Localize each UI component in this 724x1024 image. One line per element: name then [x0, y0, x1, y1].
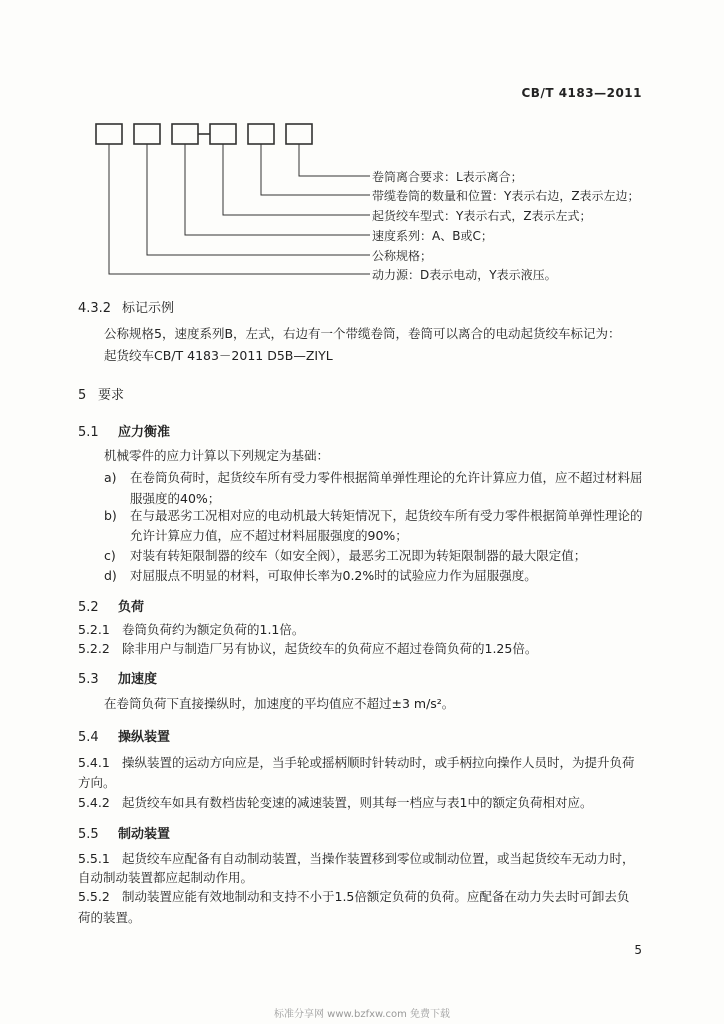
leader-line-2	[261, 144, 370, 195]
heading-5-3: 5.3 加速度	[78, 672, 158, 687]
code-box-4	[210, 124, 236, 144]
diagram-label-power-source: 动力源：D表示电动，Y表示液压。	[372, 268, 557, 282]
heading-5: 5 要求	[78, 388, 125, 403]
code-box-6	[286, 124, 312, 144]
stress-item-c: c) 对装有转矩限制器的绞车（如安全阀），最恶劣工况即为转矩限制器的最大限定值；	[104, 548, 587, 563]
marking-diagram	[0, 0, 724, 290]
clause-5-5-2-cont: 荷的装置。	[78, 910, 141, 925]
diagram-label-clutch: 卷筒离合要求：L表示离合；	[372, 170, 523, 184]
clause-5-5-2: 5.5.2 制动装置应能有效地制动和支持不小于1.5倍额定负荷的负荷。应配备在动力失去时可卸去负	[78, 889, 630, 904]
acceleration-text: 在卷筒负荷下直接操纵时，加速度的平均值应不超过±3 m/s²。	[104, 696, 455, 711]
code-box-1	[96, 124, 122, 144]
leader-line-1	[299, 144, 370, 176]
marking-example-line1: 公称规格5，速度系列B，左式，右边有一个带缆卷筒，卷筒可以离合的电动起货绞车标记为：	[104, 326, 621, 341]
heading-5-4: 5.4 操纵装置	[78, 730, 171, 745]
stress-item-a-cont: 服强度的40%；	[130, 491, 221, 506]
clause-5-5-1-cont: 自动制动装置都应起制动作用。	[78, 870, 254, 885]
code-box-5	[248, 124, 274, 144]
stress-item-b-cont: 允许计算应力值，应不超过材料屈服强度的90%；	[130, 528, 408, 543]
diagram-label-winch-type: 起货绞车型式：Y表示右式，Z表示左式；	[372, 209, 592, 223]
leader-line-3	[223, 144, 370, 215]
watermark-footer: 标准分享网 www.bzfxw.com 免费下载	[274, 1009, 450, 1020]
heading-5-5: 5.5 制动装置	[78, 827, 171, 842]
page-number: 5	[634, 943, 642, 957]
clause-5-4-1: 5.4.1 操纵装置的运动方向应是，当手轮或摇柄顺时针转动时，或手柄拉向操作人员时，为提升负荷	[78, 755, 635, 770]
diagram-label-speed-series: 速度系列：A、B或C；	[372, 229, 493, 243]
leader-line-5	[147, 144, 370, 255]
stress-item-d: d) 对屈服点不明显的材料，可取伸长率为0.2%时的试验应力作为屈服强度。	[104, 568, 537, 583]
heading-5-2: 5.2 负荷	[78, 600, 145, 615]
clause-5-4-1-cont: 方向。	[78, 775, 116, 790]
code-box-2	[134, 124, 160, 144]
diagram-label-warping-drum: 带缆卷筒的数量和位置：Y表示右边，Z表示左边；	[372, 189, 640, 203]
clause-5-5-1: 5.5.1 起货绞车应配备有自动制动装置，当操作装置移到零位或制动位置，或当起货绞车无动力时，	[78, 851, 635, 866]
stress-item-a: a) 在卷筒负荷时，起货绞车所有受力零件根据简单弹性理论的允许计算应力值，应不超过材料屈	[104, 470, 643, 485]
stress-item-b: b) 在与最恶劣工况相对应的电动机最大转矩情况下，起货绞车所有受力零件根据简单弹性理论的	[104, 508, 643, 523]
code-box-3	[172, 124, 198, 144]
marking-example-line2: 起货绞车CB/T 4183－2011 D5B—ZIYL	[104, 348, 333, 363]
clause-5-2-1: 5.2.1 卷筒负荷约为额定负荷的1.1倍。	[78, 622, 305, 637]
clause-5-4-2: 5.4.2 起货绞车如具有数档齿轮变速的减速装置，则其每一档应与表1中的额定负荷相对应。	[78, 795, 593, 810]
standard-number: CB/T 4183—2011	[521, 86, 642, 100]
heading-4-3-2: 4.3.2 标记示例	[78, 301, 175, 316]
diagram-label-nominal-size: 公称规格；	[372, 249, 433, 263]
heading-5-1: 5.1 应力衡准	[78, 425, 171, 440]
clause-5-2-2: 5.2.2 除非用户与制造厂另有协议，起货绞车的负荷应不超过卷筒负荷的1.25倍。	[78, 641, 538, 656]
stress-intro: 机械零件的应力计算以下列规定为基础：	[104, 448, 330, 463]
leader-line-4	[185, 144, 370, 235]
